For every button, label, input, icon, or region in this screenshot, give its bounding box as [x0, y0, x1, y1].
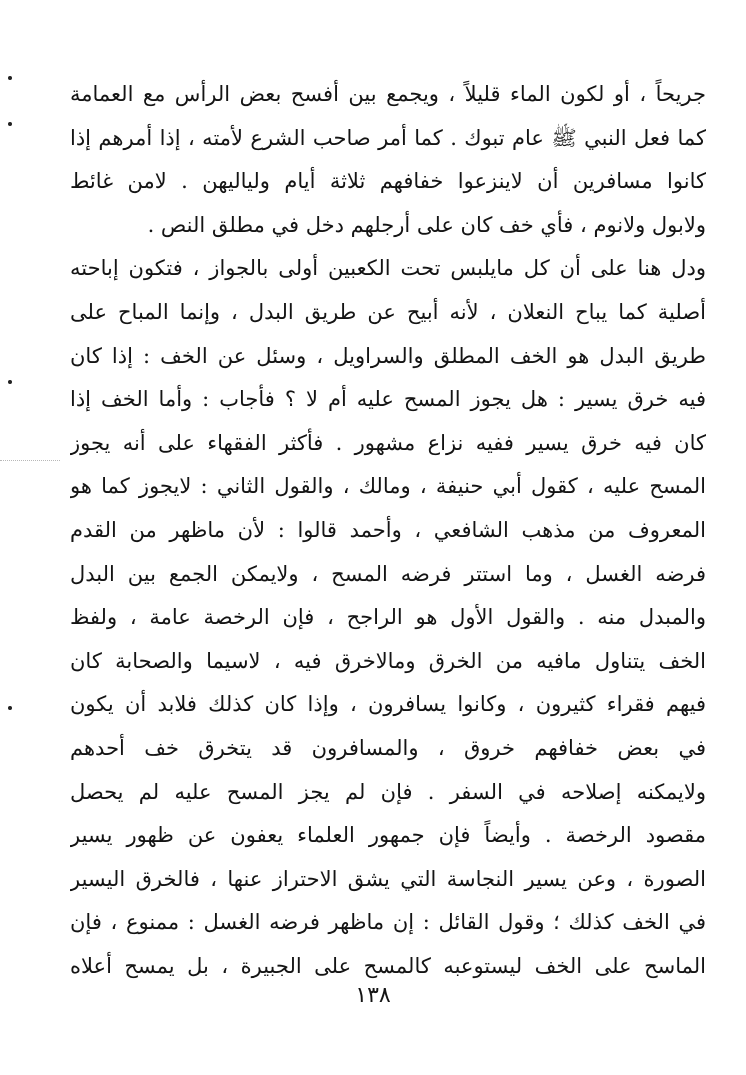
- text-line: فيه خرق يسير : هل يجوز المسح عليه أم لا ؟ فأجاب : وأما الخف إذا: [70, 387, 706, 412]
- text-line: الصورة ، وعن يسير النجاسة التي يشق الاحتراز عنها ، فالخرق اليسير: [70, 866, 706, 891]
- body-text: [70, 73, 706, 988]
- text-line: والمبدل منه . والقول الأول هو الراجح ، فإن الرخصة عامة ، ولفظ: [70, 605, 706, 630]
- text-line: ولابول ولانوم ، فأي خف كان على أرجلهم دخل في مطلق النص .: [147, 212, 706, 237]
- page-number: ١٣٨: [355, 983, 391, 1008]
- text-line: أصلية كما يباح النعلان ، لأنه أبيح عن طريق البدل ، وإنما المباح على: [70, 299, 706, 324]
- text-line: كما فعل النبي ﷺ عام تبوك . كما أمر صاحب الشرع لأمته ، إذا أمرهم إذا: [70, 125, 706, 150]
- text-line: طريق البدل هو الخف المطلق والسراويل ، وسئل عن الخف : إذا كان: [70, 343, 706, 368]
- page-fold-shadow: [0, 460, 60, 461]
- text-line: كان فيه خرق يسير ففيه نزاع مشهور . فأكثر الفقهاء على أنه يجوز: [70, 430, 706, 455]
- margin-mark: [8, 706, 12, 710]
- text-line: في بعض خفافهم خروق ، والمسافرون قد يتخرق خف أحدهم: [70, 735, 706, 760]
- text-line: الخف يتناول مافيه من الخرق ومالاخرق فيه ، لاسيما والصحابة كان: [70, 648, 706, 673]
- text-line: المسح عليه ، كقول أبي حنيفة ، ومالك ، والقول الثاني : لايجوز كما هو: [70, 474, 706, 499]
- text-line: جريحاً ، أو لكون الماء قليلاً ، ويجمع بين أفسح بعض الرأس مع العمامة: [70, 82, 706, 106]
- margin-mark: [8, 122, 12, 126]
- text-line: مقصود الرخصة . وأيضاً فإن جمهور العلماء يعفون عن ظهور يسير: [70, 823, 706, 848]
- text-line: فرضه الغسل ، وما استتر فرضه المسح ، ولايمكن الجمع بين البدل: [70, 561, 706, 586]
- text-line: كانوا مسافرين أن لاينزعوا خفافهم ثلاثة أيام ولياليهن . لامن غائط: [70, 169, 706, 194]
- text-line: في الخف كذلك ؛ وقول القائل : إن ماظهر فرضه الغسل : ممنوع ، فإن: [70, 910, 706, 935]
- text-line: المعروف من مذهب الشافعي ، وأحمد قالوا : لأن ماظهر من القدم: [70, 517, 706, 542]
- text-line: ودل هنا على أن كل مايلبس تحت الكعبين أولى بالجواز ، فتكون إباحته: [70, 256, 706, 281]
- text-line: فيهم فقراء كثيرون ، وكانوا يسافرون ، وإذا كان كذلك فلابد أن يكون: [70, 692, 706, 717]
- text-line: الماسح على الخف ليستوعبه كالمسح على الجبيرة ، بل يمسح أعلاه: [70, 953, 706, 978]
- margin-mark: [8, 76, 12, 80]
- margin-mark: [8, 380, 12, 384]
- text-line: ولايمكنه إصلاحه في السفر . فإن لم يجز المسح عليه لم يحصل: [70, 779, 706, 804]
